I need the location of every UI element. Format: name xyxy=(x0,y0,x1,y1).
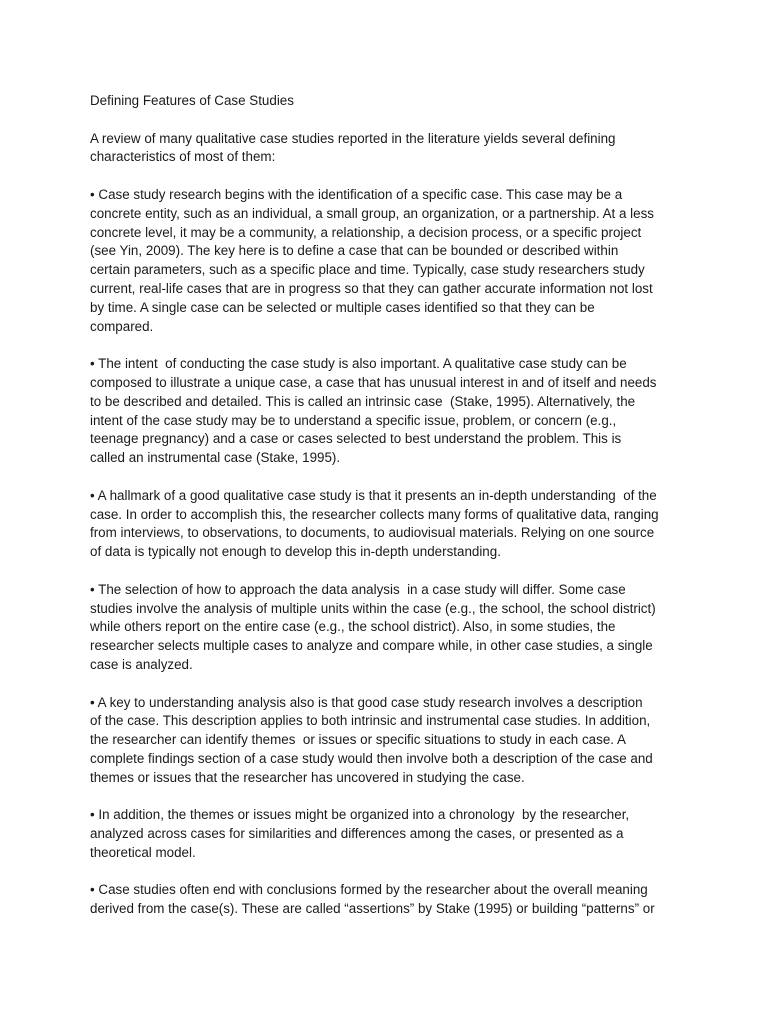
bullet-paragraph: • The selection of how to approach the data analysis in a case study will differ. Some case studies involve the analysis of multiple units within the case (e.g., the school, the school district) while others report on the entire case (e.g., the school district). Also, in some studies, the researcher selects multiple cases to analyze and compare while, in other case studies, a single case is analyzed. xyxy=(90,581,656,672)
bullet-paragraph: • Case study research begins with the identification of a specific case. This case may be a concrete entity, such as an individual, a small group, an organization, or a partnership. At a less concrete level, it may be a community, a relationship, a decision process, or a specific project (see Yin, 2009). The key here is to define a case that can be bounded or described within certain parameters, such as a specific place and time. Typically, case study researchers study current, real-life cases that are in progress so that they can gather accurate information not lost by time. A single case can be selected or multiple cases identified so that they can be compared. xyxy=(90,186,654,334)
bullet-paragraph: • In addition, the themes or issues might be organized into a chronology by the researcher, analyzed across cases for similarities and differences among the cases, or presented as a theoretical model. xyxy=(90,807,630,860)
document-page xyxy=(90,92,690,938)
bullet-paragraph: • A key to understanding analysis also is that good case study research involves a description of the case. This description applies to both intrinsic and instrumental case studies. In addition, the researcher can identify themes or issues or specific situations to study in each case. A complete findings section of a case study would then involve both a description of the case and themes or issues that the researcher has uncovered in studying the case. xyxy=(90,694,653,785)
bullet-paragraph: • Case studies often end with conclusions formed by the researcher about the overall meaning derived from the case(s). These are called “assertions” by Stake (1995) or building “patterns” or xyxy=(90,882,655,917)
bullet-paragraph: • The intent of conducting the case study is also important. A qualitative case study can be composed to illustrate a unique case, a case that has unusual interest in and of itself and needs to be described and detailed. This is called an intrinsic case (Stake, 1995). Alternatively, the intent of the case study may be to understand a specific issue, problem, or concern (e.g., teenage pregnancy) and a case or cases selected to best understand the problem. This is called an instrumental case (Stake, 1995). xyxy=(90,356,657,466)
intro-paragraph: A review of many qualitative case studies reported in the literature yields several defining characteristics of most of them: xyxy=(90,130,616,165)
bullet-paragraph: • A hallmark of a good qualitative case study is that it presents an in-depth understanding of the case. In order to accomplish this, the researcher collects many forms of qualitative data, ranging from interviews, to observations, to documents, to audiovisual materials. Relying on one source of data is typically not enough to develop this in-depth understanding. xyxy=(90,487,659,560)
document-title: Defining Features of Case Studies xyxy=(90,93,294,108)
